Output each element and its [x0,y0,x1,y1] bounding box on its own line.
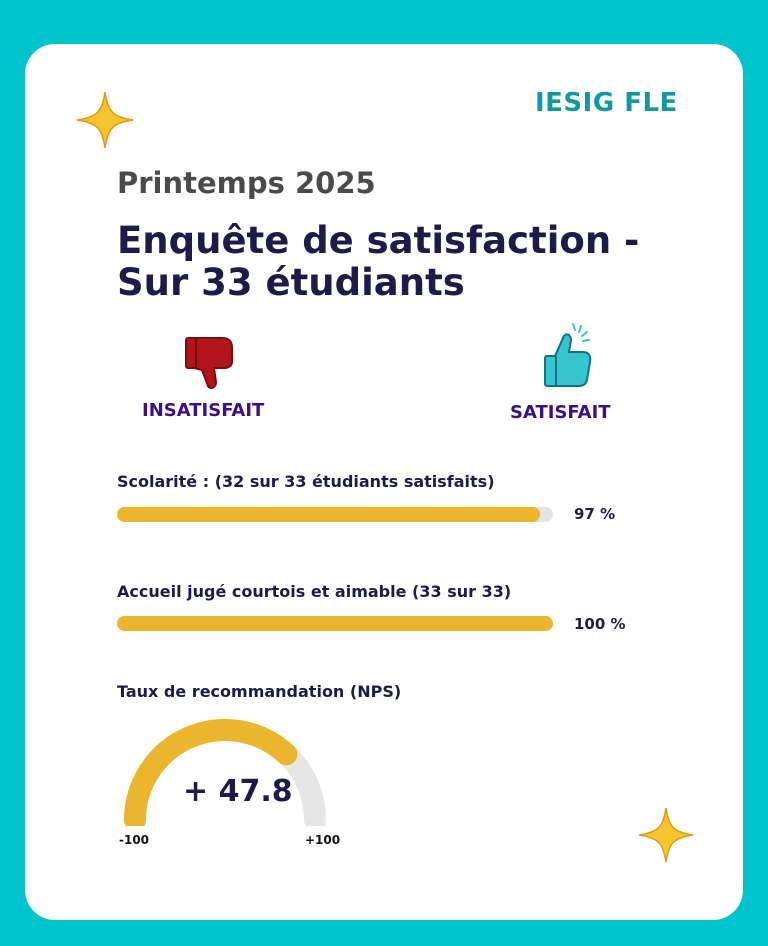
satisfied-label: SATISFAIT [510,402,611,423]
progress-track [117,507,553,522]
sparkle-icon [75,90,135,150]
metric-label: Scolarité : (32 sur 33 étudiants satisfaits) [117,472,495,491]
metric-percent: 100 % [574,615,626,633]
thumbs-down-icon [180,332,240,396]
metric-percent: 97 % [574,505,616,523]
nps-gauge [121,716,341,830]
unsatisfied-label: INSATISFAIT [142,400,265,421]
survey-card [25,44,743,920]
progress-track [117,616,553,631]
nps-value: + 47.8 [183,774,293,809]
sparkle-icon [637,806,695,864]
progress-fill [117,616,553,631]
season-label: Printemps 2025 [117,166,376,200]
progress-fill [117,507,540,522]
gauge-max-label: +100 [305,833,341,847]
nps-label: Taux de recommandation (NPS) [117,682,402,701]
page-title: Enquête de satisfaction - Sur 33 étudiants [117,219,640,304]
metric-label: Accueil jugé courtois et aimable (33 sur 33) [117,582,512,601]
brand-name: IESIG FLE [535,88,678,118]
gauge-min-label: -100 [119,833,150,847]
thumbs-up-icon [537,322,597,396]
